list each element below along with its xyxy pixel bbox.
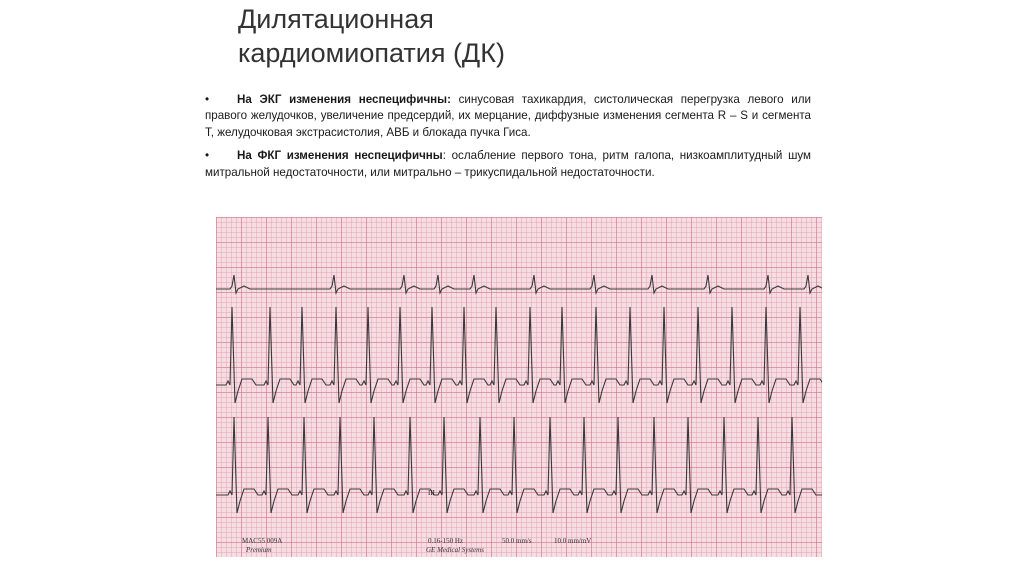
ecg-trace-row-3 [216,417,822,513]
bullet-ecg [205,92,811,141]
ecg-footer [216,533,822,557]
bullet-list [205,92,811,188]
bullet-marker: • [205,93,210,106]
ecg-gain-label: 10.0 mm/mV [554,537,592,545]
bullet-ecg-text: синусовая тахикардия, систолическая перегрузка левого или правого желудочков, увеличение предсердий, их мерцание, диффузные изменения сегмента R – S и сегмента T, желудочковая экстрасистолия, АВБ и блокада пучка Гиса. [205,93,811,139]
ecg-traces [216,217,822,557]
ecg-trace-row-2 [216,307,822,403]
ecg-strip-image [216,217,822,557]
ecg-lead-label: III [428,489,435,497]
bullet-pcg-text: : ослабление первого тона, ритм галопа, низкоамплитудный шум митральной недостаточности, или митрально – трикуспидальной недостаточности. [205,149,812,179]
bullet-marker: • [205,149,210,163]
bullet-ecg-heading: На ЭКГ изменения неспецифичны: [237,93,451,106]
ecg-device-label: MAC55 009A [242,537,283,545]
slide-title [238,2,505,70]
title-line-2: кардиомиопатия (ДК) [238,38,505,68]
ecg-brand-label: Premium [246,546,272,554]
title-line-1: Дилятационная [238,4,434,34]
ecg-vendor-label: GE Medical Systems [426,546,484,554]
ecg-speed-label: 50.0 mm/s [502,537,532,545]
bullet-pcg-heading: На ФКГ изменения неспецифичны [237,149,443,163]
ecg-filter-label: 0.16-150 Hz [428,537,463,545]
bullet-pcg [205,148,811,181]
ecg-trace-row-1 [216,275,822,293]
